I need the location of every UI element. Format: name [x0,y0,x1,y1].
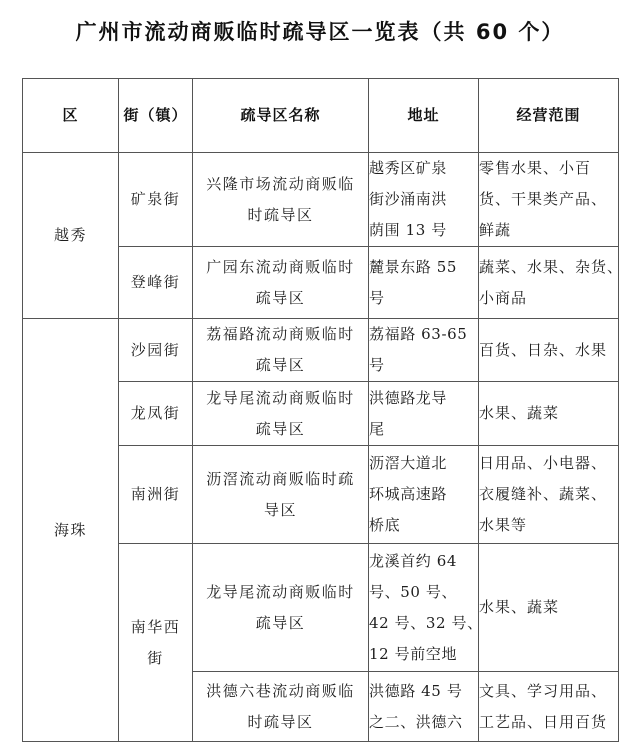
street-name-line: 登峰街 [130,273,181,291]
street-cell [119,319,193,382]
scope-line: 工艺品、日用百货 [479,712,608,731]
zone-name-line: 疏导区 [255,288,306,307]
document-title: 广州市流动商贩临时疏导区一览表（共 60 个） [75,20,565,44]
zone-name-line: 龙导尾流动商贩临时 [206,582,355,601]
zone-name-line: 兴隆市场流动商贩临 [206,174,355,193]
zone-name-line: 时疏导区 [247,712,314,731]
zone-name-line: 广园东流动商贩临时 [206,257,355,276]
street-cell [119,446,193,544]
zone-name-line: 龙导尾流动商贩临时 [206,388,355,407]
zone-name-cell [193,672,369,742]
scope-line: 水果等 [479,516,528,534]
street-name-line: 街 [147,648,164,667]
address-line: 洪德路龙导 [369,388,448,407]
address-line: 越秀区矿泉 [369,159,448,177]
header-street: 街（镇） [119,79,193,153]
address-line: 沥滘大道北 [369,454,448,472]
zone-name-line: 沥滘流动商贩临时疏 [206,469,355,488]
street-name-line: 南华西 [130,617,181,636]
address-line: 号、50 号、 [369,582,458,601]
header-address: 地址 [369,79,479,153]
street-name-line: 沙园街 [130,340,181,359]
zone-name-line: 疏导区 [255,356,306,374]
street-name-line: 矿泉街 [130,190,181,208]
scope-cell [479,672,619,742]
street-cell [119,544,193,742]
scope-cell [479,446,619,544]
scope-line: 日用品、小电器、 [479,454,608,472]
address-line: 号 [369,288,385,307]
address-cell [369,319,479,382]
address-line: 之二、洪德六 [369,712,463,731]
address-line: 麓景东路 55 [369,257,458,276]
table-row [23,319,619,382]
zone-name-cell [193,247,369,319]
scope-line: 货、干果类产品、 [479,190,608,208]
table-row [23,153,619,247]
table-header-row [23,79,619,153]
district-name: 越秀 [53,226,87,244]
address-line: 桥底 [369,516,401,534]
address-line: 荫围 13 号 [369,221,447,239]
street-name-line: 南洲街 [130,485,181,503]
zone-name-line: 导区 [263,500,297,519]
zone-name-line: 洪德六巷流动商贩临 [206,681,355,700]
address-line: 尾 [369,419,385,438]
address-line: 号 [369,356,385,374]
district-cell [23,319,119,742]
address-cell [369,153,479,247]
header-district: 区 [23,79,119,153]
scope-line: 小商品 [479,288,528,307]
address-line: 洪德路 45 号 [369,681,463,700]
scope-line: 百货、日杂、水果 [479,340,608,359]
address-cell [369,672,479,742]
zone-name-cell [193,382,369,446]
scope-line: 蔬菜、水果、杂货、 [479,257,624,276]
scope-line: 鲜蔬 [479,221,512,239]
scope-cell [479,247,624,319]
scope-line: 水果、蔬菜 [479,404,560,422]
address-line: 42 号、32 号、 [369,613,483,632]
address-cell [369,544,483,672]
street-cell [119,382,193,446]
address-cell [369,382,479,446]
header-scope: 经营范围 [479,79,619,153]
vendor-zone-table [22,78,624,742]
scope-line: 文具、学习用品、 [479,681,608,700]
scope-cell [479,382,619,446]
address-line: 街沙涌南洪 [369,190,448,208]
scope-cell [479,544,619,672]
street-name-line: 龙凤街 [130,404,181,422]
address-line: 荔福路 63-65 [369,325,468,343]
scope-line: 衣履缝补、蔬菜、 [479,485,608,503]
scope-line: 水果、蔬菜 [479,598,560,616]
scope-cell [479,319,619,382]
address-cell [369,446,479,544]
address-line: 环城高速路 [369,485,448,503]
district-cell [23,153,119,319]
zone-name-line: 疏导区 [255,613,306,632]
street-cell [119,247,193,319]
zone-name-cell [193,544,369,672]
scope-cell [479,153,619,247]
header-zone-name: 疏导区名称 [193,79,369,153]
zone-name-cell [193,319,369,382]
address-cell [369,247,479,319]
zone-name-line: 荔福路流动商贩临时 [206,325,355,343]
zone-name-line: 时疏导区 [247,205,314,224]
zone-name-cell [193,446,369,544]
zone-name-line: 疏导区 [255,419,306,438]
district-name: 海珠 [53,520,87,539]
address-line: 龙溪首约 64 [369,551,458,570]
scope-line: 零售水果、小百 [479,159,592,177]
address-line: 12 号前空地 [369,644,458,663]
zone-name-cell [193,153,369,247]
street-cell [119,153,193,247]
